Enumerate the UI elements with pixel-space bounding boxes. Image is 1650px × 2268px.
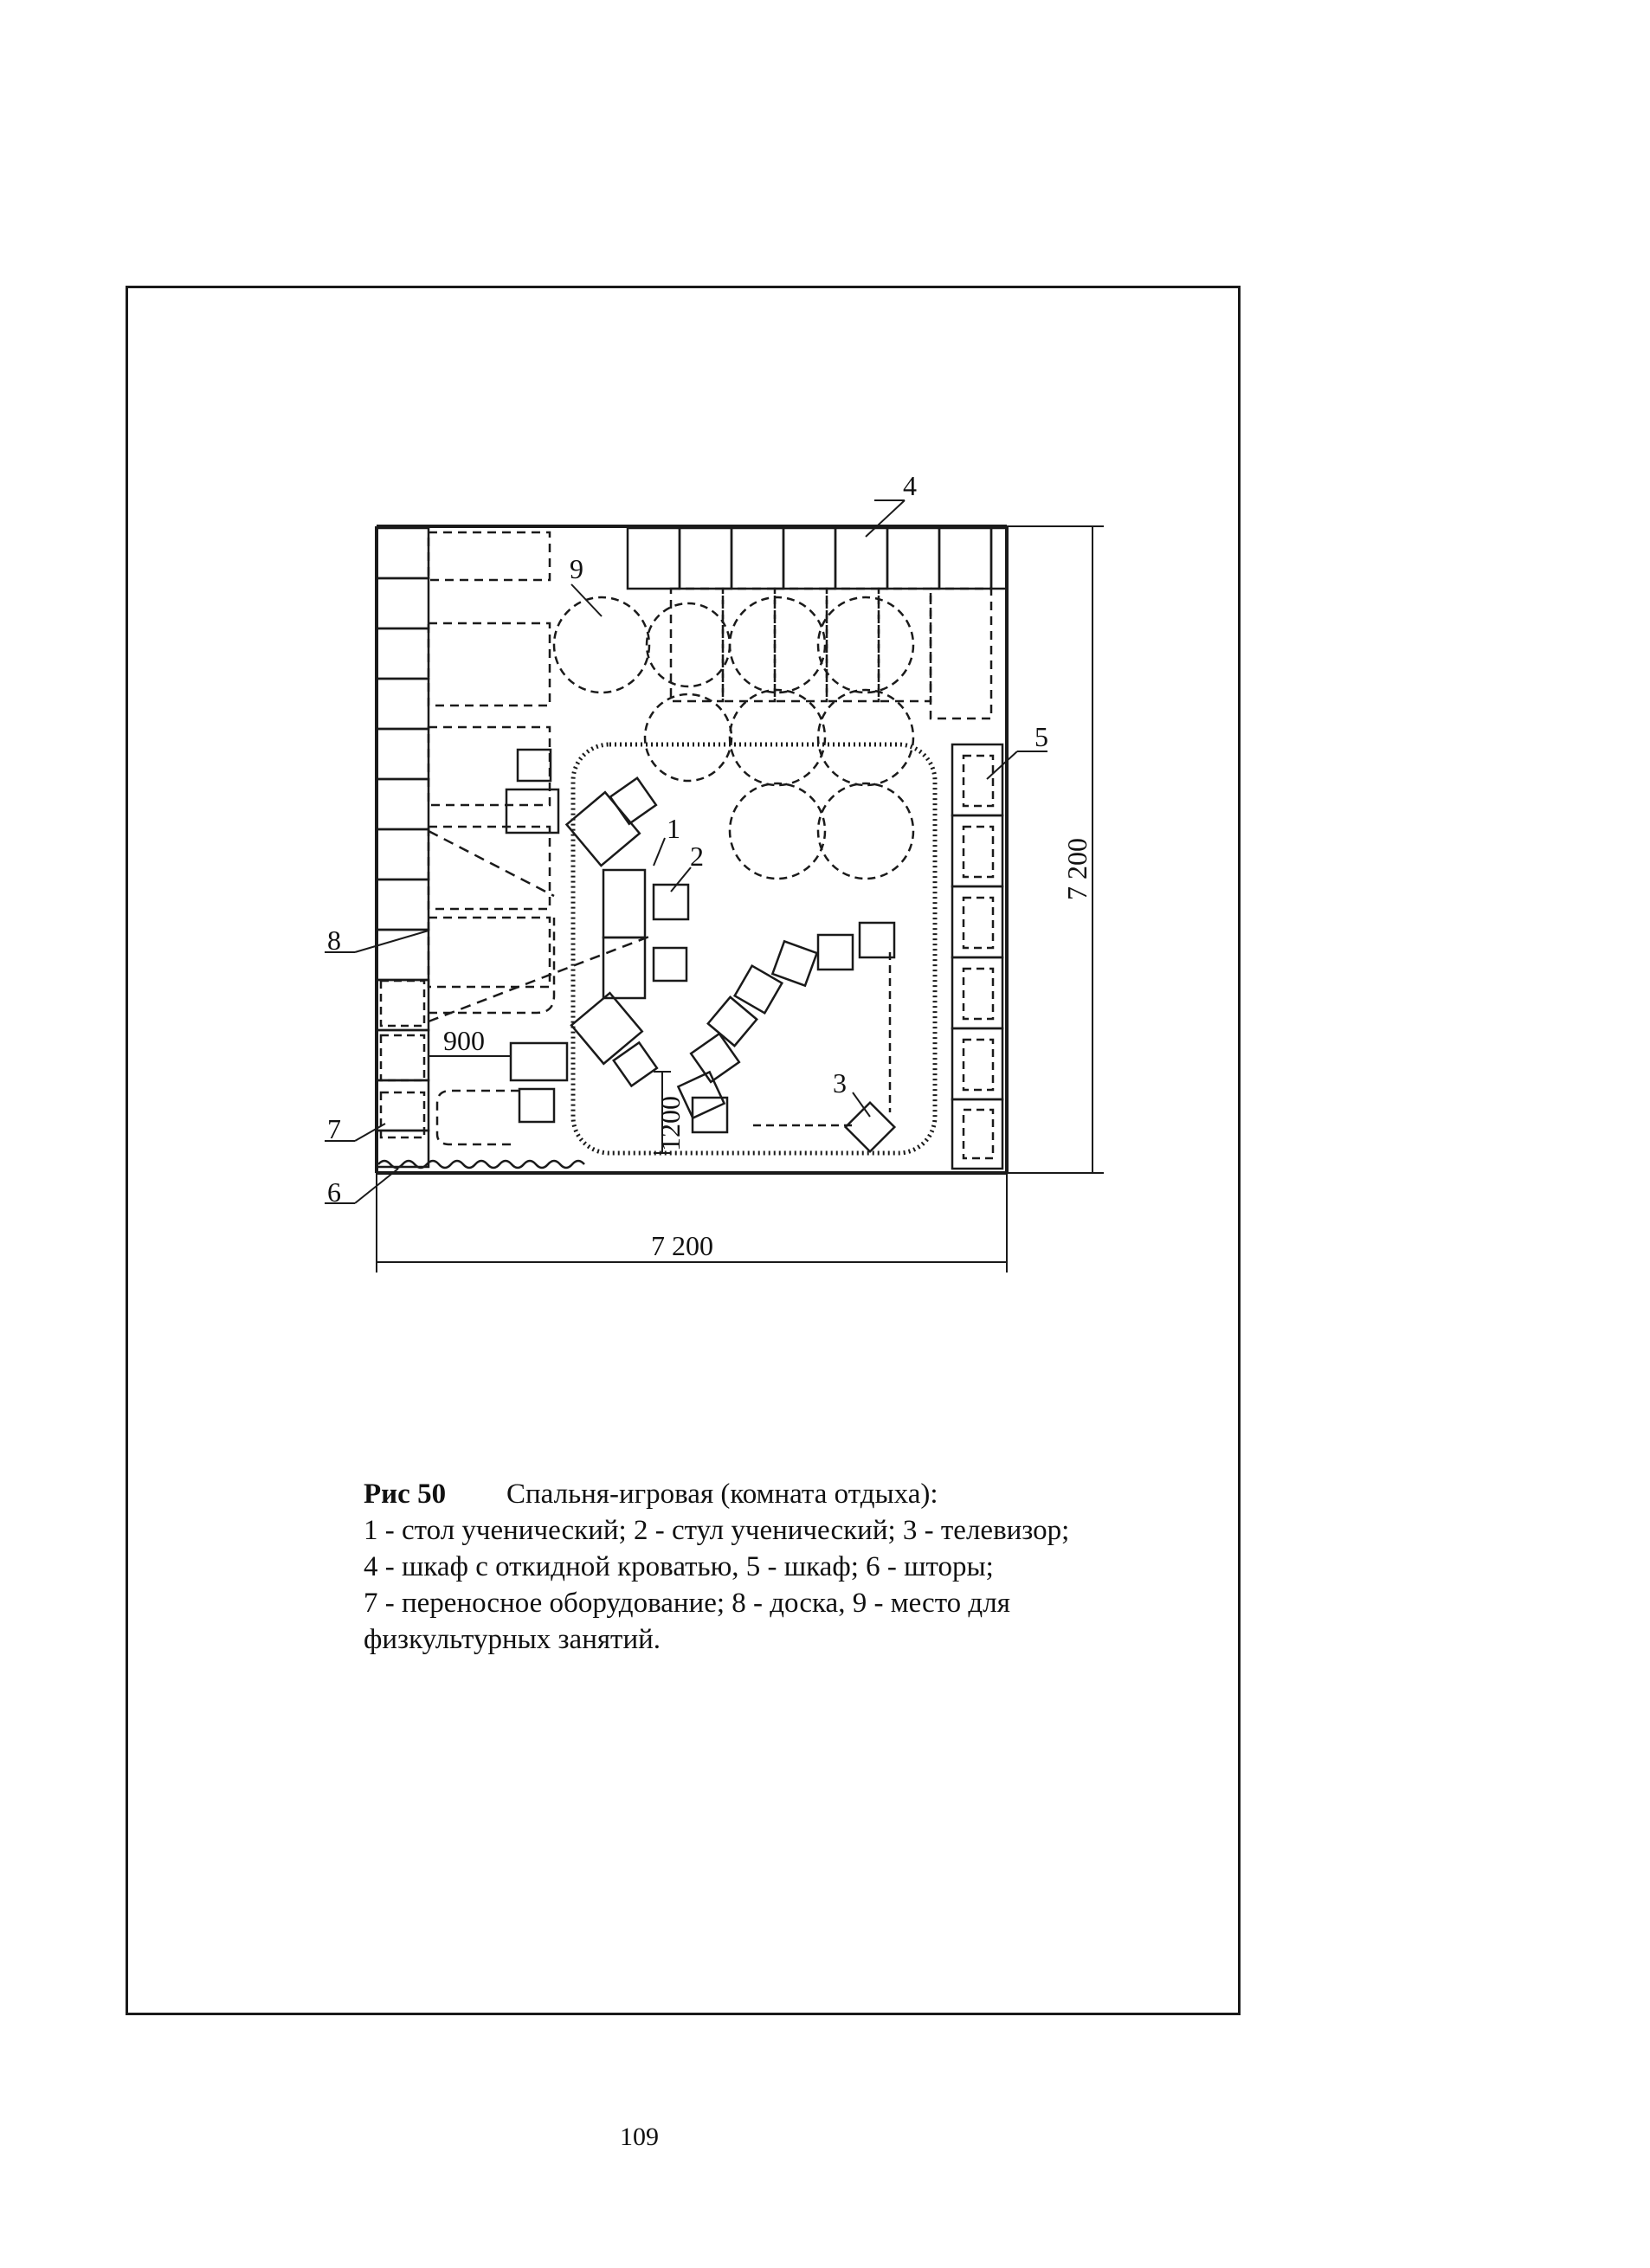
label-1: 1 bbox=[667, 813, 680, 844]
page-number: 109 bbox=[620, 2123, 659, 2151]
cabinets bbox=[952, 744, 1002, 1169]
dimension-height: 7 200 bbox=[1061, 838, 1092, 900]
tv-viewing-chairs bbox=[678, 923, 894, 1132]
floor-area-boundary bbox=[573, 744, 935, 1153]
label-4: 4 bbox=[903, 470, 917, 501]
exercise-circles bbox=[554, 597, 913, 879]
label-5: 5 bbox=[1034, 721, 1048, 752]
folded-beds-dashed bbox=[429, 532, 991, 1144]
label-9: 9 bbox=[570, 553, 583, 584]
tv-unit bbox=[753, 952, 894, 1151]
figure-title: Спальня-игровая (комната отдыха): bbox=[506, 1479, 938, 1510]
label-7: 7 bbox=[327, 1113, 341, 1144]
caption-line-4: физкультурных занятий. bbox=[364, 1624, 661, 1655]
leader-lines bbox=[325, 500, 1047, 1203]
label-3: 3 bbox=[833, 1067, 847, 1099]
dimension-width: 7 200 bbox=[651, 1230, 713, 1261]
label-6: 6 bbox=[327, 1176, 341, 1208]
student-tables bbox=[567, 792, 645, 1064]
caption-line-3: 7 - переносное оборудование; 8 - доска, 9 - место для bbox=[364, 1588, 1010, 1619]
portable-equipment bbox=[381, 981, 424, 1137]
board bbox=[429, 831, 654, 1021]
caption-line-2: 4 - шкаф с откидной кроватью, 5 - шкаф; 6 - шторы; bbox=[364, 1551, 994, 1582]
dimension-aisle: 900 bbox=[443, 1025, 485, 1056]
dimension-lines bbox=[377, 526, 1104, 1273]
student-chairs bbox=[506, 750, 688, 1122]
figure-number: Рис 50 bbox=[364, 1479, 447, 1510]
caption-line-1: 1 - стол ученический; 2 - стул ученический; 3 - телевизор; bbox=[364, 1515, 1070, 1546]
label-8: 8 bbox=[327, 925, 341, 956]
dimension-clearance: 1200 bbox=[654, 1096, 686, 1151]
label-2: 2 bbox=[690, 841, 704, 872]
figure-caption bbox=[364, 1476, 1143, 1658]
